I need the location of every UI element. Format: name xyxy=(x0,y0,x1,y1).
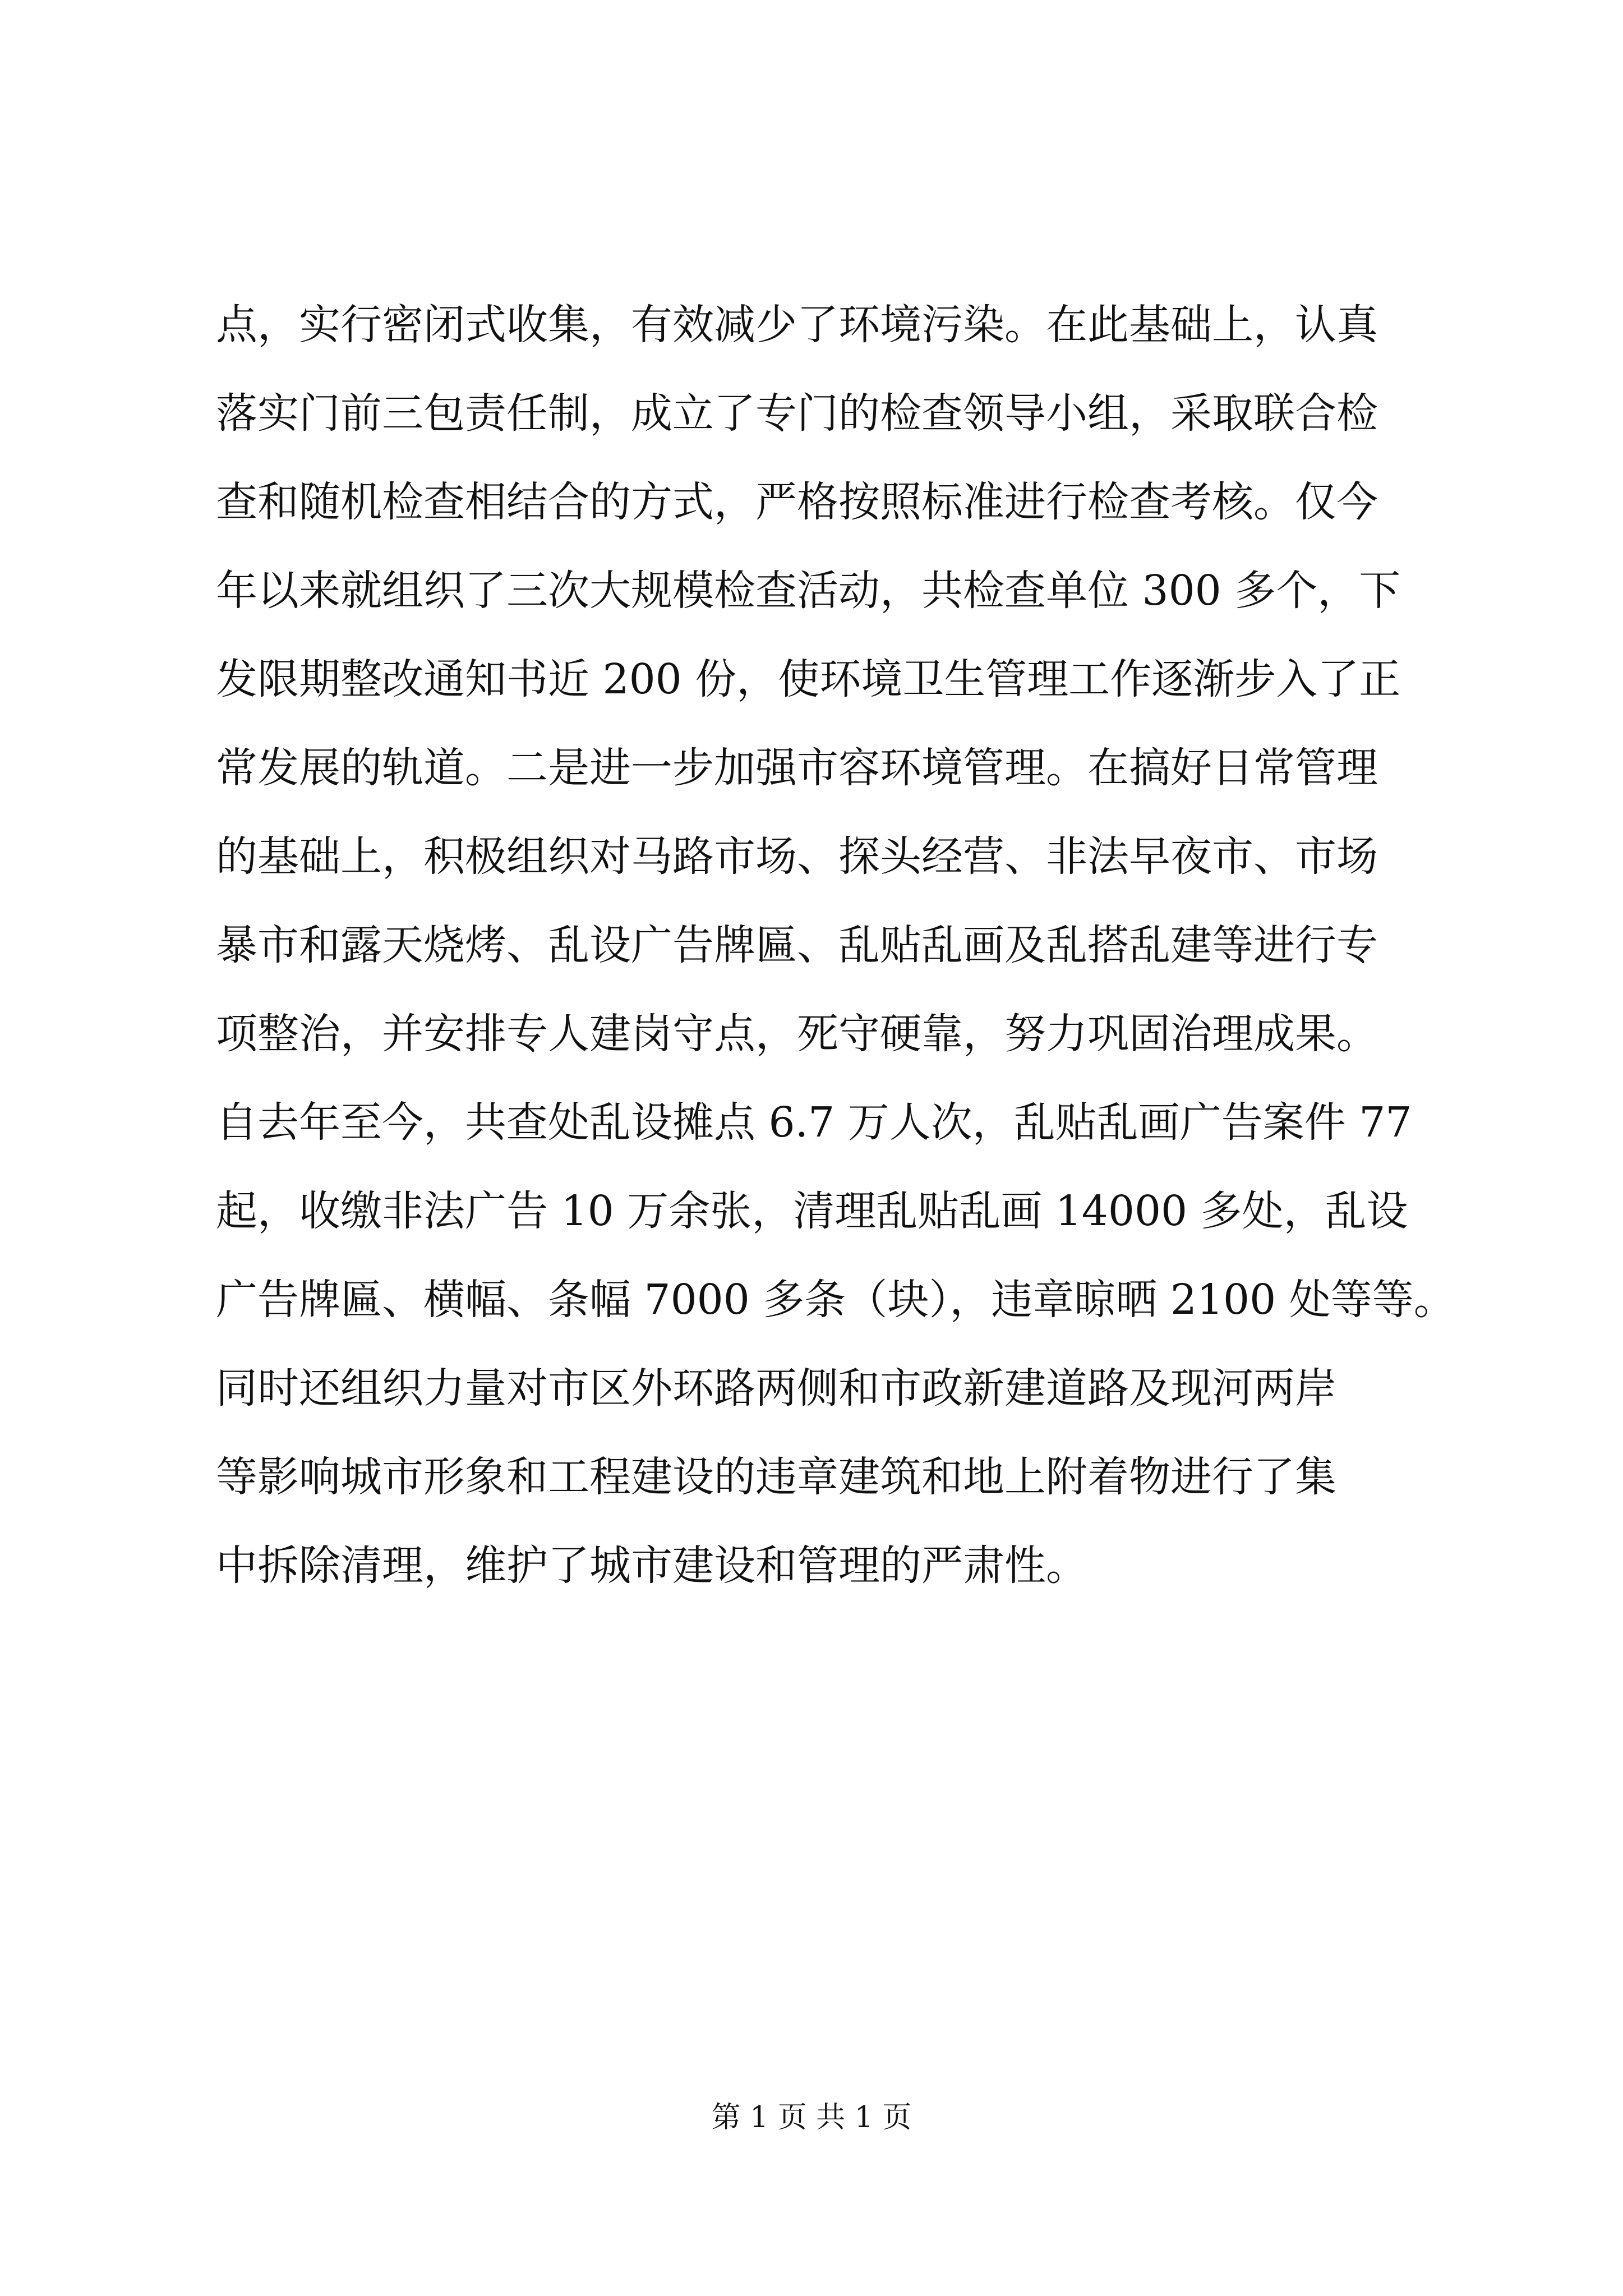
body-paragraph xyxy=(216,280,1455,1610)
text-line: 的基础上，积极组织对马路市场、探头经营、非法早夜市、市场 xyxy=(216,832,1378,881)
text-line: 暴市和露天烧烤、乱设广告牌匾、乱贴乱画及乱搭乱建等进行专 xyxy=(216,921,1378,969)
text-line: 查和随机检查相结合的方式，严格按照标准进行检查考核。仅今 xyxy=(216,478,1378,526)
text-line: 年以来就组织了三次大规模检查活动，共检查单位 300 多个，下 xyxy=(216,567,1401,615)
text-line: 起，收缴非法广告 10 万余张，清理乱贴乱画 14000 多处，乱设 xyxy=(216,1187,1408,1235)
text-line: 落实门前三包责任制，成立了专门的检查领导小组，采取联合检 xyxy=(216,389,1378,438)
page-number-footer: 第 1 页 共 1 页 xyxy=(711,2101,912,2134)
text-line: 广告牌匾、横幅、条幅 7000 多条（块），违章晾晒 2100 处等等。 xyxy=(216,1276,1455,1324)
text-line: 常发展的轨道。二是进一步加强市容环境管理。在搞好日常管理 xyxy=(216,744,1378,792)
text-line: 同时还组织力量对市区外环路两侧和市政新建道路及现河两岸 xyxy=(216,1364,1336,1412)
text-line: 自去年至今，共查处乱设摊点 6.7 万人次，乱贴乱画广告案件 77 xyxy=(216,1098,1412,1147)
text-line: 中拆除清理，维护了城市建设和管理的严肃性。 xyxy=(216,1542,1087,1590)
text-line: 发限期整改通知书近 200 份，使环境卫生管理工作逐渐步入了正 xyxy=(216,655,1401,703)
text-line: 点，实行密闭式收集，有效减少了环境污染。在此基础上，认真 xyxy=(216,301,1378,349)
text-line: 项整治，并安排专人建岗守点，死守硬靠，努力巩固治理成果。 xyxy=(216,1010,1378,1058)
text-line: 等影响城市形象和工程建设的违章建筑和地上附着物进行了集 xyxy=(216,1453,1336,1501)
